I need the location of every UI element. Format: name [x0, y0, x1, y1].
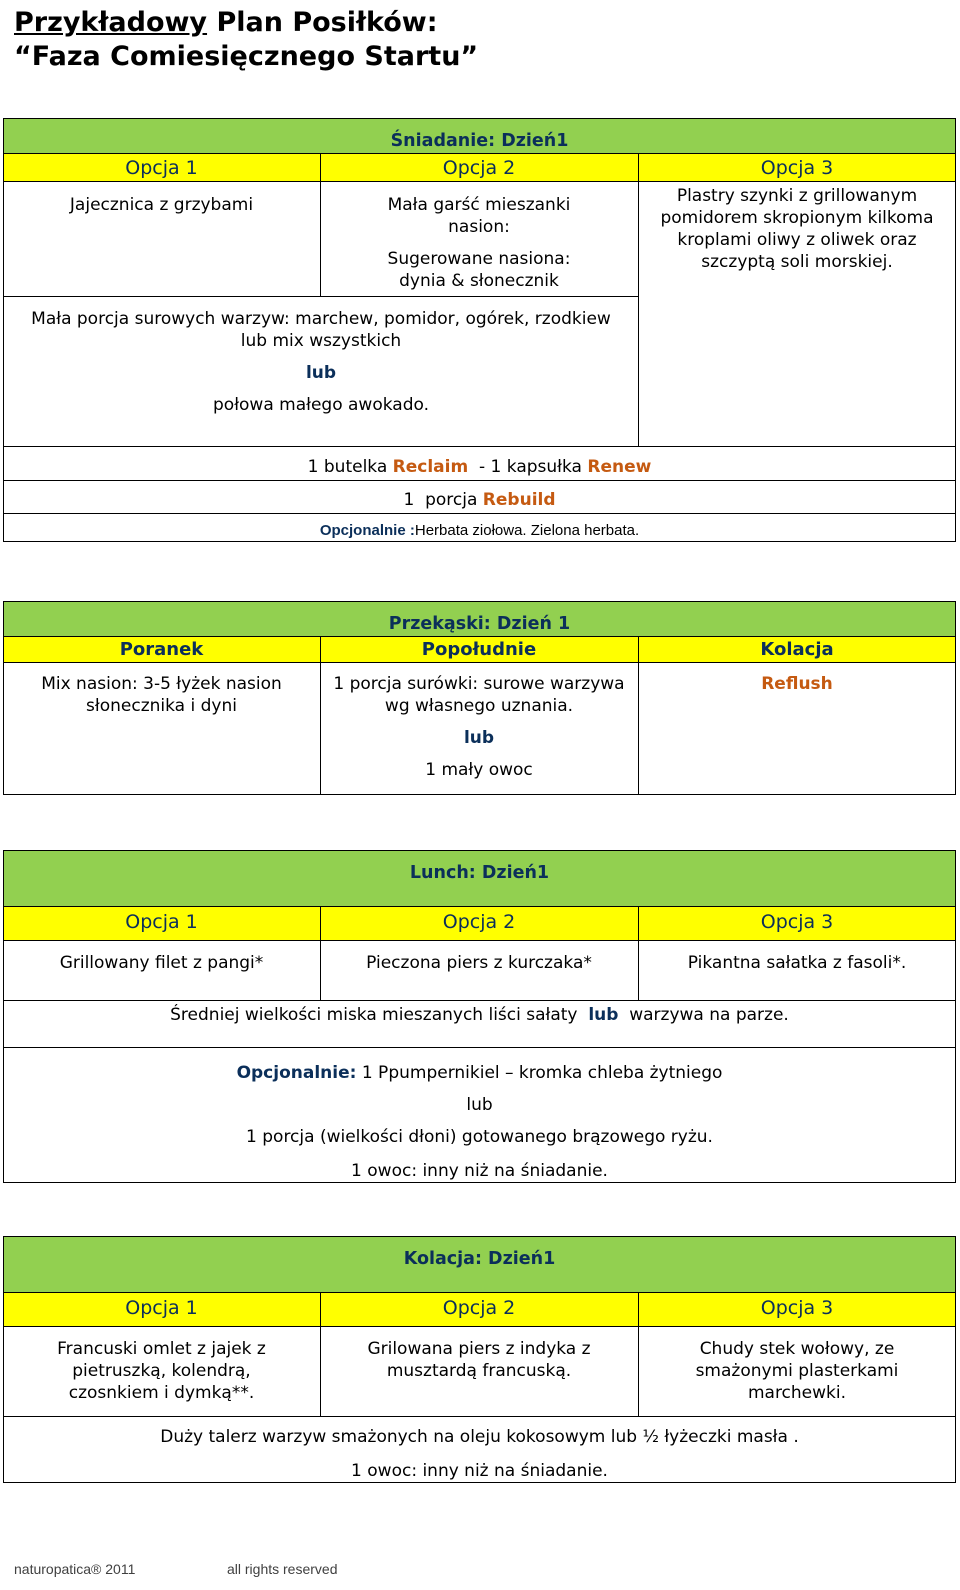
lunch-header: Lunch: Dzień1 [409, 863, 550, 883]
breakfast-opt1-text: Jajecznica z grzybami [69, 195, 254, 215]
breakfast-header: Śniadanie: Dzień1 [390, 131, 569, 151]
lunch-optional-text: Opcjonalnie: 1 Ppumpernikiel – kromka chleba żytniego lub 1 porcja (wielkości dłoni) gotowanego brązowego ryżu. 1 owoc: inny niż na śniadanie. [236, 1063, 723, 1181]
title-underlined: Przykładowy [14, 7, 208, 38]
dinner-option-2: Opcja 2 [442, 1297, 516, 1319]
page-title [14, 6, 478, 74]
lunch-option-3: Opcja 3 [760, 911, 834, 933]
reclaim-product: Reclaim [392, 457, 469, 477]
snacks-morning-text: Mix nasion: 3-5 łyżek nasion słonecznika i dyni [41, 674, 282, 716]
snacks-col-afternoon: Popołudnie [421, 639, 537, 660]
dinner-option-3: Opcja 3 [760, 1297, 834, 1319]
dinner-header: Kolacja: Dzień1 [403, 1249, 556, 1269]
breakfast-veg-text: Mała porcja surowych warzyw: marchew, pomidor, ogórek, rzodkiew lub mix wszystkich lub połowa małego awokado. [31, 309, 611, 415]
snacks-header: Przekąski: Dzień 1 [388, 614, 571, 634]
snacks-col-morning: Poranek [119, 639, 204, 660]
snacks-col-evening: Kolacja [760, 639, 834, 660]
rebuild-product: Rebuild [482, 490, 556, 510]
title-rest: Plan Posiłków: [207, 7, 438, 38]
dinner-opt2-text: Grilowana piers z indyka z musztardą francuską. [367, 1339, 591, 1381]
footer-rights: all rights reserved [227, 1561, 338, 1577]
dinner-option-1: Opcja 1 [125, 1297, 198, 1319]
lunch-option-1: Opcja 1 [125, 911, 198, 933]
breakfast-optional: Opcjonalnie :Herbata ziołowa. Zielona herbata. [319, 522, 640, 539]
breakfast-option-3: Opcja 3 [760, 157, 834, 179]
snacks-afternoon-text: 1 porcja surówki: surowe warzywa wg własnego uznania. lub 1 mały owoc [333, 674, 625, 780]
lunch-option-2: Opcja 2 [442, 911, 516, 933]
dinner-opt1-text: Francuski omlet z jajek z pietruszką, kolendrą, czosnkiem i dymką**. [57, 1339, 266, 1403]
lunch-opt3-text: Pikantna sałatka z fasoli*. [687, 953, 907, 973]
renew-product: Renew [587, 457, 652, 477]
lunch-opt2-text: Pieczona piers z kurczaka* [366, 953, 592, 973]
breakfast-option-1: Opcja 1 [125, 157, 198, 179]
reflush-product: Reflush [761, 674, 833, 694]
footer-brand: naturopatica® 2011 [14, 1561, 136, 1577]
lunch-opt1-text: Grillowany filet z pangi* [59, 953, 264, 973]
dinner-opt3-text: Chudy stek wołowy, ze smażonymi plasterkami marchewki. [695, 1339, 899, 1403]
title-line2: “Faza Comiesięcznego Startu” [14, 41, 479, 72]
dinner-veg-text: Duży talerz warzyw smażonych na oleju kokosowym lub ½ łyżeczki masła . 1 owoc: inny niż na śniadanie. [160, 1427, 799, 1481]
breakfast-opt2-text: Mała garść mieszanki nasion: Sugerowane nasiona: dynia & słonecznik [387, 195, 571, 291]
breakfast-option-2: Opcja 2 [442, 157, 516, 179]
supplements-line1: 1 butelka Reclaim - 1 kapsułka Renew [307, 457, 652, 477]
breakfast-opt3-text: Plastry szynki z grillowanym pomidorem skropionym kilkoma kroplami oliwy z oliwek oraz szczyptą soli morskiej. [660, 186, 934, 272]
supplements-line2: 1 porcja Rebuild [403, 490, 556, 510]
lunch-salad-text: Średniej wielkości miska mieszanych liści sałaty lub warzywa na parze. [170, 1005, 789, 1025]
